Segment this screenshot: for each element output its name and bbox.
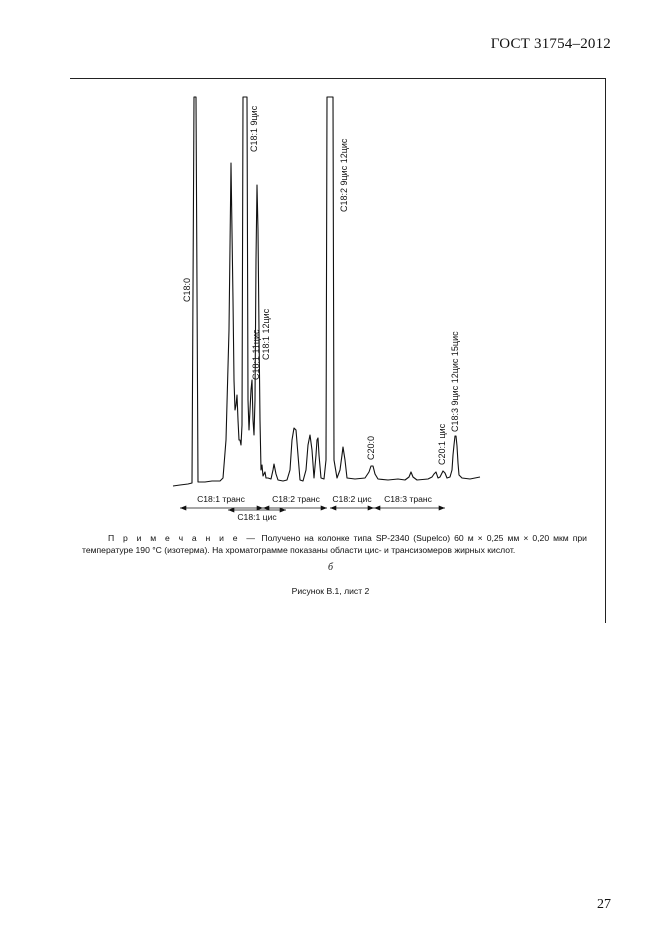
region-arrowhead: [321, 506, 327, 511]
region-marker-3: [263, 494, 327, 510]
peak-label-2: C18:1 9цис: [249, 105, 259, 152]
peak-label-4: C18:1 12цис: [261, 308, 271, 360]
region-arrowhead: [180, 506, 186, 511]
standard-code: ГОСТ 31754–2012: [490, 36, 611, 52]
sub-figure-label: б: [327, 562, 334, 573]
region-label: C18:1 цис: [237, 512, 277, 522]
region-label: C18:1 транс: [197, 494, 245, 504]
region-arrowhead: [330, 506, 336, 511]
region-label: C18:2 цис: [332, 494, 372, 504]
peak-label-3: C18:1 11цис: [251, 329, 261, 380]
page-number: 27: [597, 897, 611, 912]
region-markers: [180, 494, 445, 522]
region-marker-2: [228, 508, 286, 522]
note-prefix: П р и м е ч а н и е —: [108, 533, 258, 543]
region-label: C18:2 транс: [272, 494, 320, 504]
peak-label-5: C18:2 9цис 12цис: [339, 138, 349, 212]
peak-label-6: C20:0: [366, 435, 376, 460]
note-paragraph: [82, 532, 587, 556]
peak-label-8: C18:3 9цис 12цис 15цис: [450, 331, 460, 432]
region-label: C18:3 транс: [384, 494, 432, 504]
chromatogram-trace: [173, 97, 480, 486]
note-text: Получено на колонке типа SP-2340 (Supelco) 60 м × 0,25 мм × 0,20 мкм при температуре 190 °С (изотерма). На хроматограмме показаны области цис- и трансизомеров жирных кислот.: [82, 533, 587, 555]
region-marker-4: [330, 494, 374, 510]
region-arrowhead: [439, 506, 445, 511]
region-marker-5: [374, 494, 445, 510]
region-marker-1: [180, 494, 263, 510]
peak-label-1: C18:0: [182, 277, 192, 302]
peak-label-7: C20:1 цис: [437, 423, 447, 465]
figure-caption: Рисунок В.1, лист 2: [291, 586, 370, 596]
peak-labels: [182, 105, 460, 465]
region-arrowhead: [368, 506, 374, 511]
region-arrowhead: [374, 506, 380, 511]
